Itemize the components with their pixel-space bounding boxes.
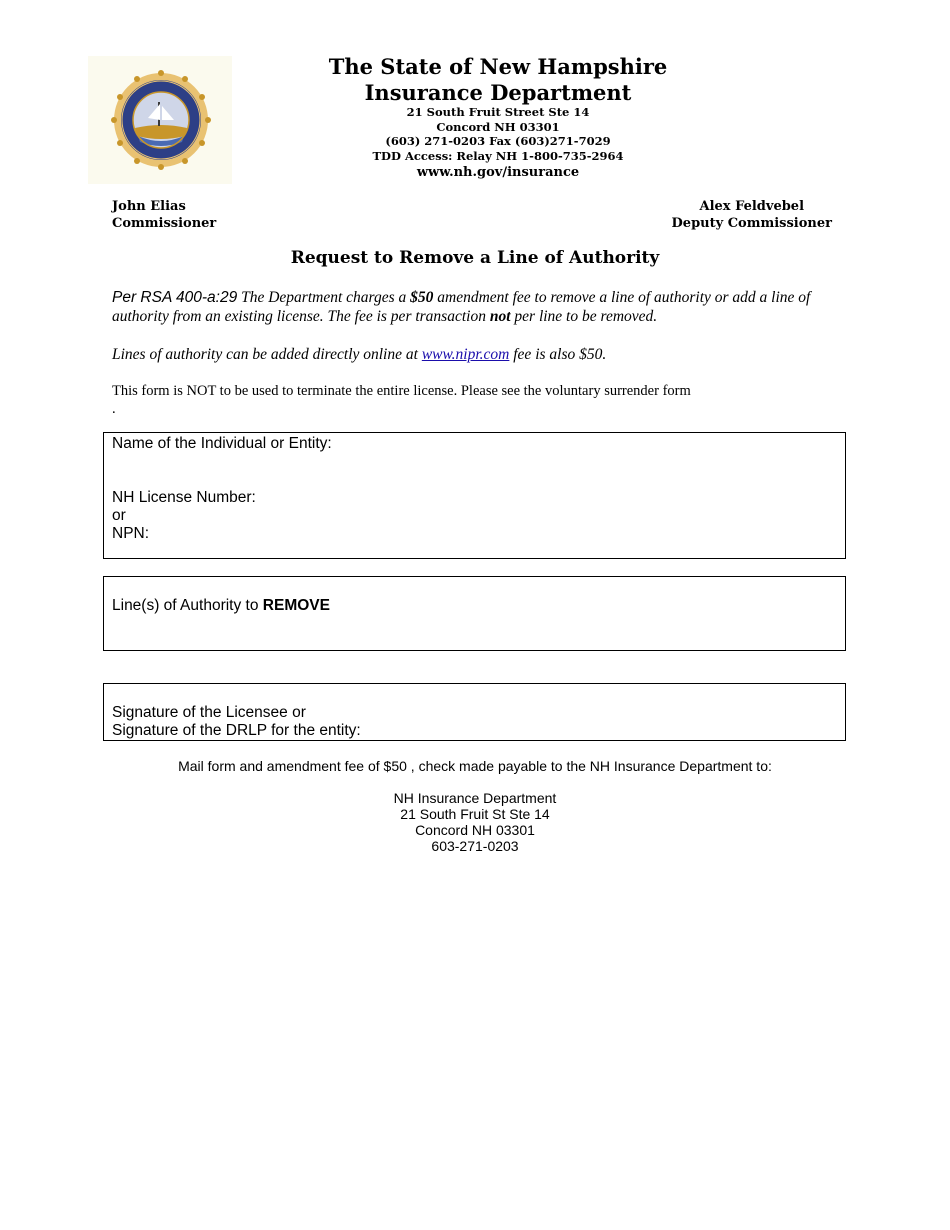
rsa-reference: Per RSA 400-a:29 [112, 289, 238, 306]
termination-note-text: This form is NOT to be used to terminate the entire license. Please see the voluntary surrender form [112, 383, 691, 399]
mail-phone: 603-271-0203 [431, 838, 519, 854]
website: www.nh.gov/insurance [416, 165, 580, 180]
city-address: Concord NH 03301 [436, 119, 560, 134]
online-text-b: fee is also $50. [509, 346, 607, 363]
remove-emphasis: REMOVE [262, 597, 330, 614]
lines-of-authority-box[interactable] [103, 576, 846, 651]
deputy-commissioner-block [672, 198, 832, 232]
fee-emphasis: not [489, 308, 511, 325]
name-label: Name of the Individual or Entity: [112, 435, 332, 452]
nipr-link[interactable]: www.nipr.com [421, 346, 510, 363]
phone-fax: (603) 271-0203 Fax (603)271-7029 [385, 134, 611, 148]
signature-label-line1: Signature of the Licensee or [112, 704, 306, 721]
signature-label-line2: Signature of the DRLP for the entity: [112, 722, 361, 739]
state-seal-icon [88, 56, 232, 184]
fee-text-b: amendment fee to remove a line of authority or add a line of authority from an existing license. The fee is per transaction [112, 289, 811, 325]
fee-amount: $50 [410, 289, 434, 306]
licensee-info-box[interactable] [103, 432, 846, 559]
mail-address-line3: Concord NH 03301 [415, 822, 535, 838]
mail-instructions: Mail form and amendment fee of $50 , check made payable to the NH Insurance Department to: [178, 758, 772, 774]
termination-note [112, 382, 852, 418]
state-seal-logo [88, 56, 232, 184]
fee-text-a: The Department charges a [237, 289, 411, 306]
termination-note-dot: . [112, 401, 116, 417]
online-paragraph [112, 345, 852, 364]
signature-box[interactable] [103, 683, 846, 741]
online-text-a: Lines of authority can be added directly online at [112, 346, 422, 363]
tdd-access: TDD Access: Relay NH 1-800-735-2964 [372, 148, 624, 163]
fee-text-c: per line to be removed. [510, 308, 658, 325]
deputy-commissioner-name: Alex Feldvebel [699, 199, 805, 214]
street-address: 21 South Fruit Street Ste 14 [406, 105, 590, 119]
mail-address-line2: 21 South Fruit St Ste 14 [400, 806, 550, 822]
deputy-commissioner-title: Deputy Commissioner [671, 216, 832, 231]
commissioner-name: John Elias [112, 199, 186, 214]
state-name: The State of New Hampshire [328, 54, 668, 79]
commissioner-title: Commissioner [112, 216, 217, 231]
commissioner-block [112, 198, 216, 232]
or-label: or [112, 507, 126, 524]
fee-paragraph [112, 288, 852, 326]
mail-address-line1: NH Insurance Department [393, 790, 557, 806]
lines-label-text: Line(s) of Authority to [112, 597, 263, 614]
license-number-label: NH License Number: [112, 489, 256, 506]
mailing-address [0, 790, 950, 854]
lines-of-authority-label [112, 597, 330, 615]
department-name: Insurance Department [364, 80, 632, 105]
form-title: Request to Remove a Line of Authority [290, 248, 660, 268]
npn-label: NPN: [112, 525, 150, 542]
letterhead [300, 53, 696, 182]
